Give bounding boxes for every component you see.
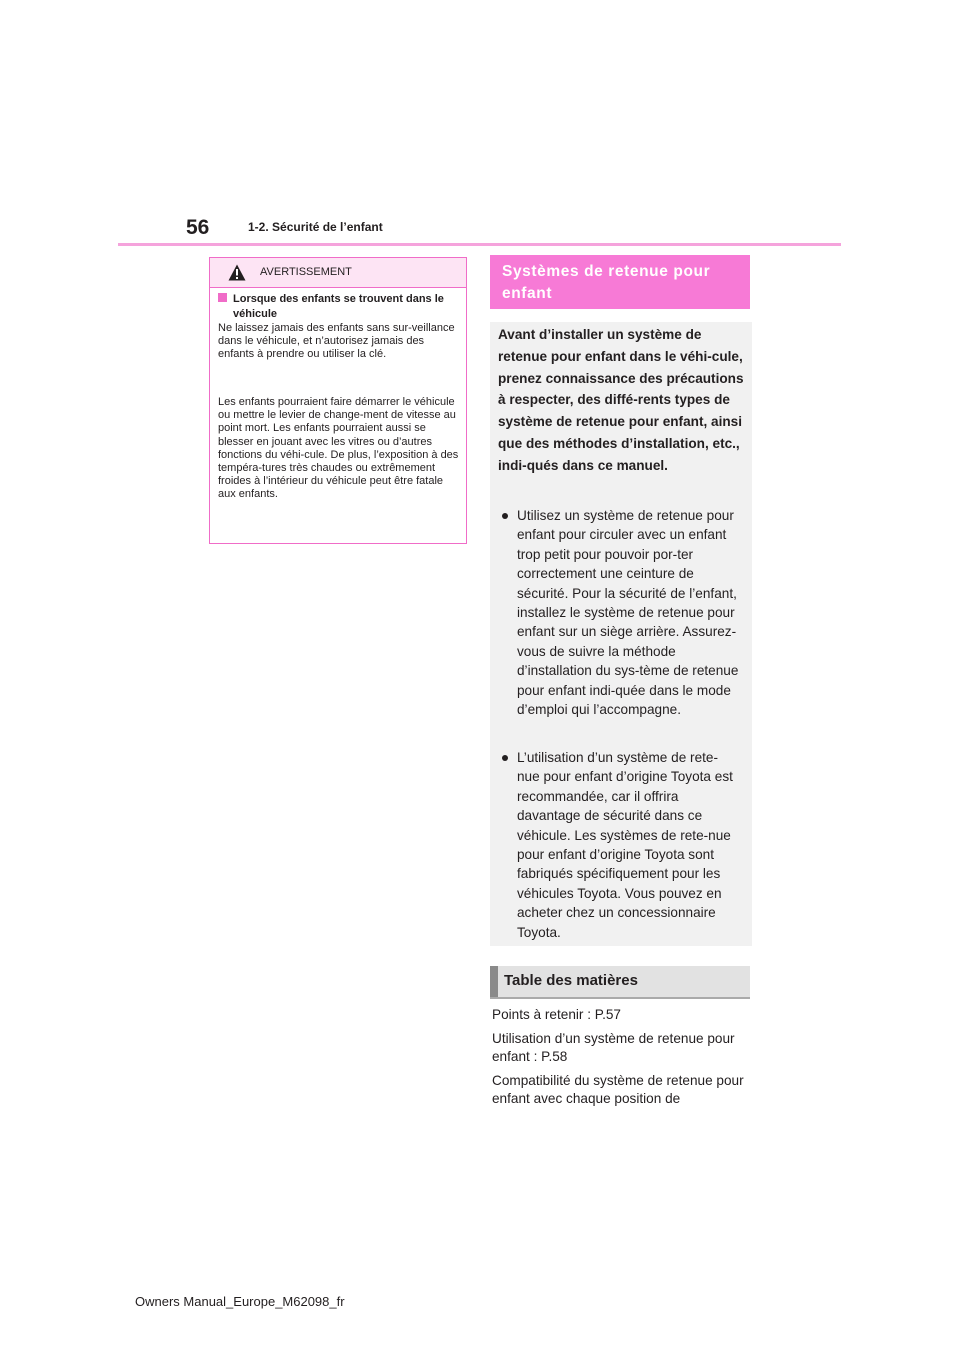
warning-title-bar xyxy=(210,258,466,288)
footer-text: Owners Manual_Europe_M62098_fr xyxy=(135,1294,345,1309)
intro-box xyxy=(490,322,752,946)
warning-heading xyxy=(218,292,458,322)
page-number: 56 xyxy=(186,216,210,239)
bullet-dot-icon xyxy=(502,755,508,761)
square-bullet-icon xyxy=(218,293,227,302)
bullet-dot-icon xyxy=(502,513,508,519)
warning-paragraph: Les enfants pourraient faire démarrer le véhicule ou mettre le levier de change-ment de vitesse au point mort. Les enfants pourraient aussi se blesser en jouant avec les vitres ou d’autres fonctions du véhi-cule. De plus, l’exposition à des tempéra-tures très chaudes ou extrêmement froides à l’intérieur du véhicule peut être fatale aux enfants. xyxy=(218,396,459,501)
section-title-box xyxy=(490,255,750,309)
section-title: Systèmes de retenue pour enfant xyxy=(502,263,711,302)
toc-header xyxy=(490,966,750,999)
warning-paragraph: Ne laissez jamais des enfants sans sur-veillance dans le véhicule, et n’autorisez jamais des enfants à prendre ou utiliser la clé. xyxy=(218,322,455,361)
toc-link-compatibilite[interactable]: Compatibilité du système de retenue pour enfant avec chaque position de xyxy=(492,1073,744,1106)
list-item-text: Utilisez un système de retenue pour enfant pour circuler avec un enfant trop petit pour pouvoir por-ter correctement une ceinture de sécurité. Pour la sécurité de l’enfant, installez le système de retenue pour enfant sur un siège arrière. Assurez-vous de suivre la méthode d’installation du sys-tème de retenue pour enfant indi-quée dans le mode d’emploi qui l’accompagne. xyxy=(517,508,739,718)
list-item-text: L’utilisation d’un système de rete-nue pour enfant d’origine Toyota est recommandée, car il offrira davantage de sécurité dans ce véhicule. Les systèmes de rete-nue pour enfant d’origine Toyota sont fabriqués spécifiquement pour les véhicules Toyota. Vous pouvez en acheter chez un concessionnaire Toyota. xyxy=(517,750,733,940)
toc-link-points-a-retenir[interactable]: Points à retenir : P.57 xyxy=(492,1007,621,1022)
warning-heading-text: Lorsque des enfants se trouvent dans le véhicule xyxy=(233,293,444,320)
warning-box xyxy=(209,257,467,544)
toc-accent-bar xyxy=(490,966,498,997)
toc-link-utilisation[interactable]: Utilisation d’un système de retenue pour enfant : P.58 xyxy=(492,1031,735,1064)
warning-title: AVERTISSEMENT xyxy=(260,266,352,278)
section-header: 1-2. Sécurité de l’enfant xyxy=(248,220,383,234)
toc-title: Table des matières xyxy=(504,972,638,989)
warning-triangle-icon xyxy=(228,264,246,281)
intro-text: Avant d’installer un système de retenue pour enfant dans le véhi-cule, prenez connaissance des précautions à respecter, des diffé-rents types de système de retenue pour enfant, ainsi que des méthodes d’installation, etc., indi-qués dans ce manuel. xyxy=(498,327,744,473)
header-rule xyxy=(118,243,841,246)
